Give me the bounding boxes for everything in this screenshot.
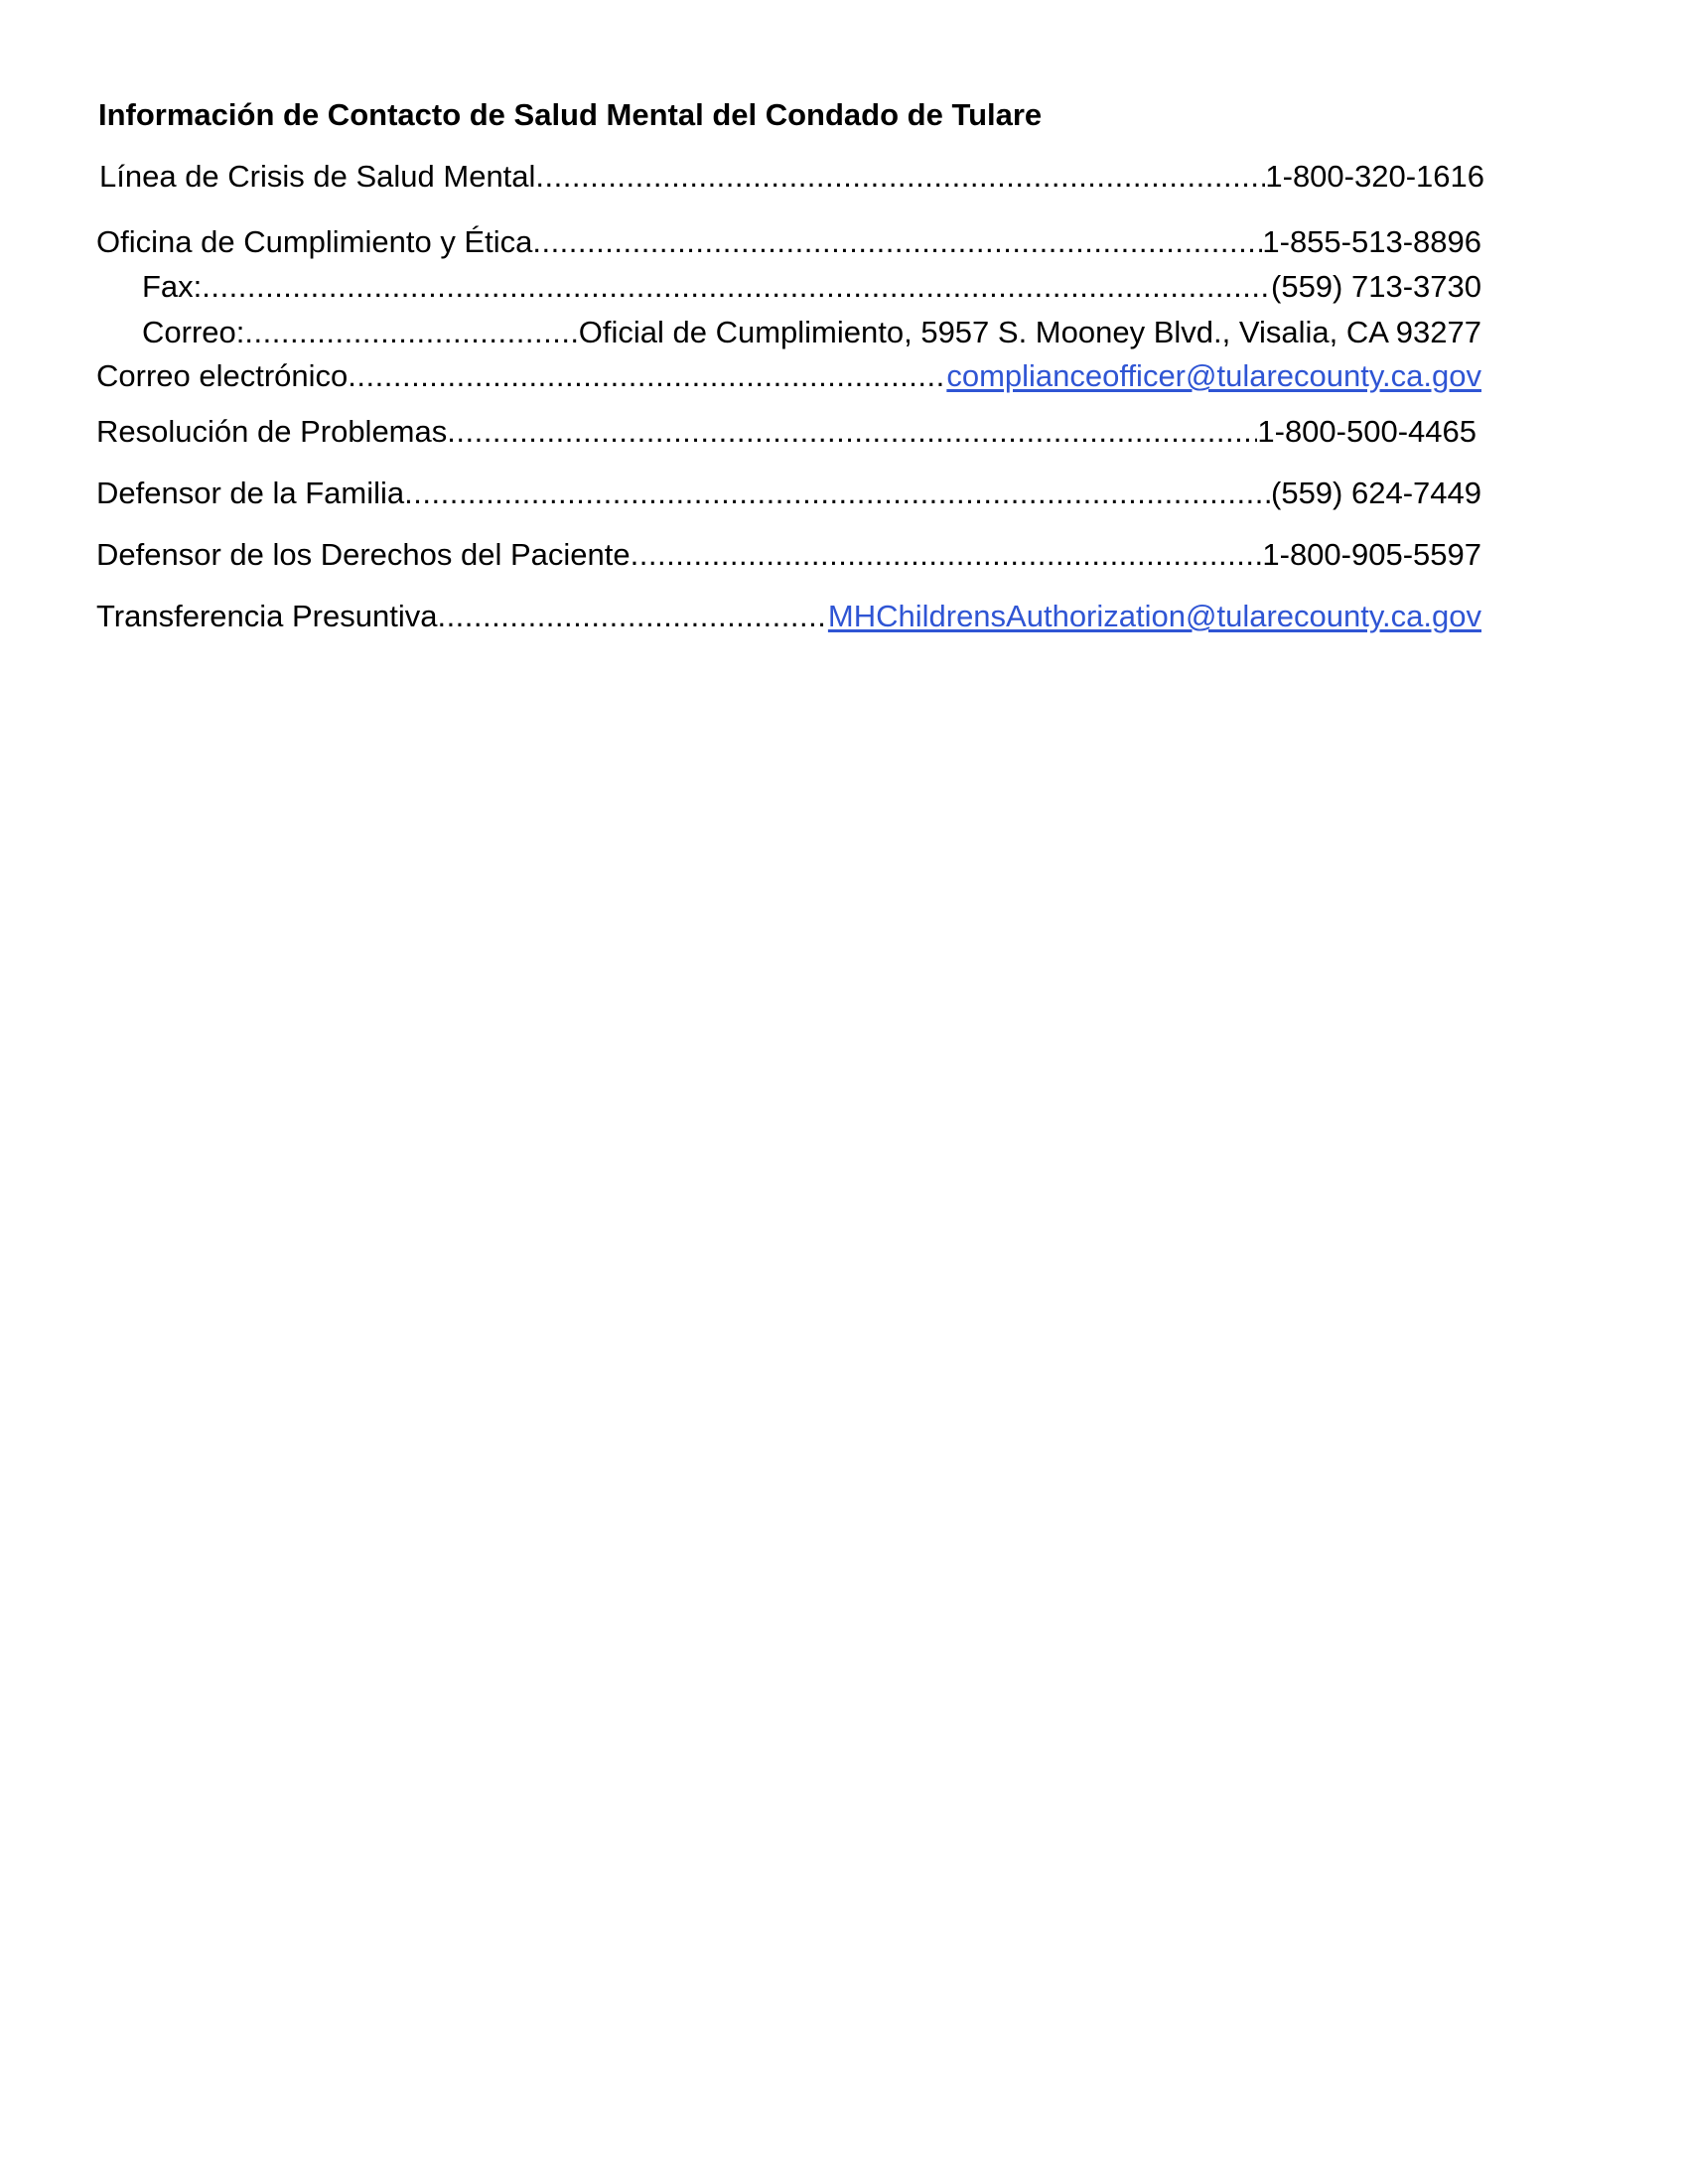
contact-row-compliance-office <box>96 222 1481 262</box>
contact-phone: 1-800-905-5597 <box>1262 537 1481 572</box>
contact-label: Defensor de la Familia <box>96 476 405 510</box>
contact-row-family-advocate <box>96 474 1481 513</box>
dot-leader <box>532 222 1262 262</box>
dot-leader <box>535 157 1265 197</box>
dot-leader <box>348 356 946 396</box>
contact-phone: 1-800-320-1616 <box>1265 159 1484 194</box>
contact-phone: (559) 624-7449 <box>1271 476 1481 510</box>
contact-fax: (559) 713-3730 <box>1271 269 1481 304</box>
contact-label: Correo: <box>142 315 245 349</box>
contact-phone: 1-855-513-8896 <box>1262 224 1481 259</box>
dot-leader <box>244 313 578 352</box>
contact-row-presumptive-transfer <box>96 597 1481 636</box>
contact-label: Correo electrónico <box>96 358 349 393</box>
dot-leader <box>631 535 1263 575</box>
children-authorization-email-link[interactable]: MHChildrensAuthorization@tularecounty.ca.gov <box>827 599 1481 633</box>
contact-label: Defensor de los Derechos del Paciente <box>96 537 631 572</box>
page-title: Información de Contacto de Salud Mental del Condado de Tulare <box>98 97 1043 132</box>
dot-leader <box>404 474 1271 513</box>
contact-label: Línea de Crisis de Salud Mental <box>99 159 536 194</box>
contact-row-fax <box>142 267 1481 307</box>
contact-row-mail <box>142 313 1481 352</box>
contact-row-patient-rights-advocate <box>96 535 1481 575</box>
contact-address: Oficial de Cumplimiento, 5957 S. Mooney Blvd., Visalia, CA 93277 <box>578 315 1481 349</box>
contact-label: Resolución de Problemas <box>96 414 448 449</box>
dot-leader <box>437 597 827 636</box>
contact-label: Transferencia Presuntiva <box>96 599 438 633</box>
compliance-email-link[interactable]: complianceofficer@tularecounty.ca.gov <box>946 358 1481 393</box>
contact-row-crisis-line <box>99 157 1484 197</box>
contact-phone: 1-800-500-4465 <box>1257 414 1477 449</box>
dot-leader <box>202 267 1271 307</box>
dot-leader <box>447 412 1257 452</box>
contact-label: Fax: <box>142 269 203 304</box>
contact-label: Oficina de Cumplimiento y Ética <box>96 224 533 259</box>
contact-row-email <box>96 356 1481 396</box>
contact-row-problem-resolution <box>96 412 1477 452</box>
